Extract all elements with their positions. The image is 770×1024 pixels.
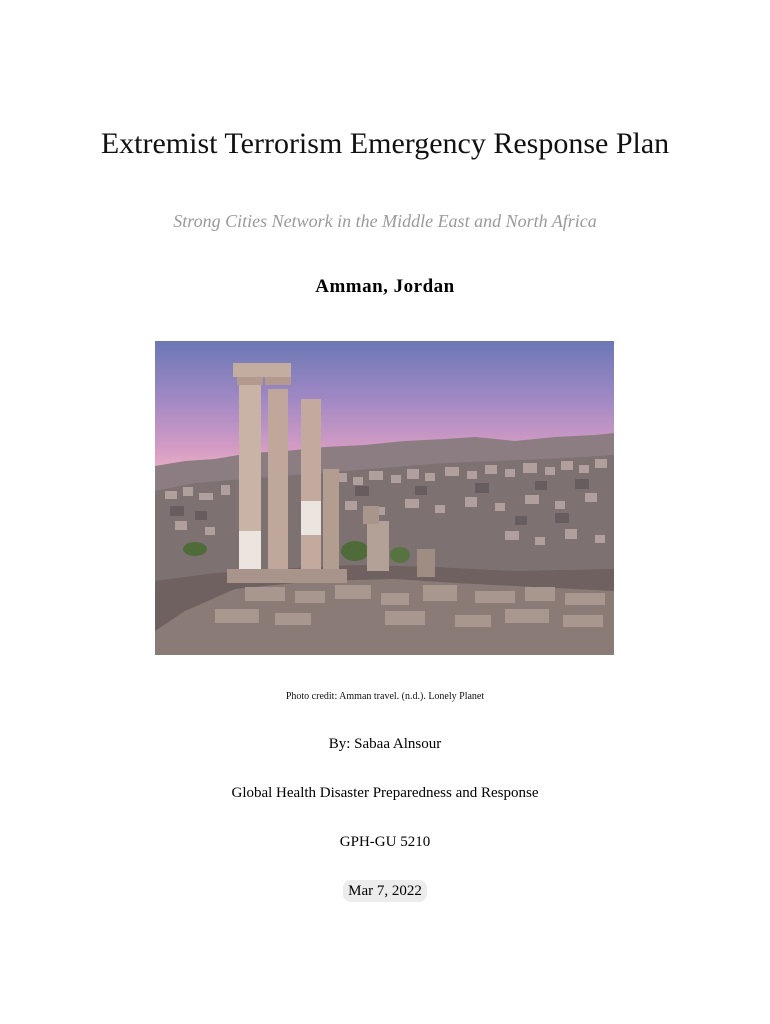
author-line: By: Sabaa Alnsour [328,736,442,752]
course-name: Global Health Disaster Preparedness and Response [231,785,539,801]
date-container [0,880,770,902]
course-code: GPH-GU 5210 [339,834,431,850]
document-title: Extremist Terrorism Emergency Response Plan [100,127,670,160]
document-date: Mar 7, 2022 [343,880,427,902]
cover-photo-temple-of-hercules [155,341,614,655]
document-subtitle: Strong Cities Network in the Middle East and North Africa [173,211,597,231]
photo-credit: Photo credit: Amman travel. (n.d.). Lonely Planet [285,691,485,702]
document-location: Amman, Jordan [315,276,455,297]
